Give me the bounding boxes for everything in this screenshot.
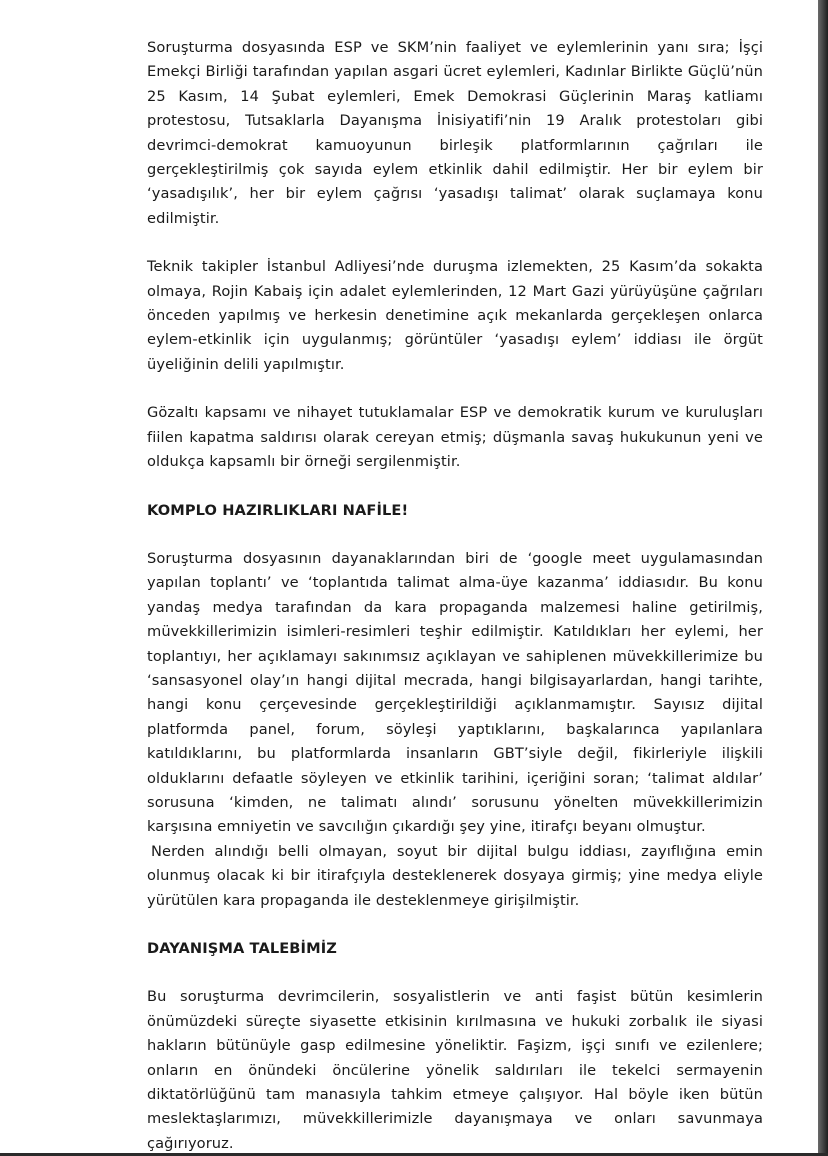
heading-solidarity: DAYANIŞMA TALEBİMİZ xyxy=(147,940,337,957)
paragraph-investigation-scope: Soruşturma dosyasında ESP ve SKM’nin faaliyet ve eylemlerinin yanı sıra; İşçi Emekçi Birliği tarafından yapılan asgari ücret eylemleri, Kadınlar Birlikte Güçlü’nün 25 Kasım, 14 Şubat eylemleri, Emek Demokrasi Güçlerinin Maraş katliamı protestosu, Tutsaklarla Dayanışma İnisiyatifi’nin 19 Aralık protestoları gibi devrimci-demokrat kamuoyunun birleşik platformlarının çağrıları ile gerçekleştirilmiş çok sayıda eylem etkinlik dahil edilmiştir. Her bir eylem bir ‘yasadışılık’, her bir eylem çağrısı ‘yasadışı talimat’ olarak suçlamaya konu edilmiştir. xyxy=(147,39,763,227)
paragraph-digital-evidence: Nerden alındığı belli olmayan, soyut bir dijital bulgu iddiası, zayıflığına emin olunmuş olacak ki bir itirafçıyla desteklenerek dosyaya girmiş; yine medya eliyle yürütülen kara propaganda ile desteklenmeye girişilmiştir. xyxy=(147,842,763,909)
page-edge-shadow xyxy=(818,0,828,1153)
paragraph-technical-surveillance: Teknik takipler İstanbul Adliyesi’nde duruşma izlemekten, 25 Kasım’da sokakta olmaya, Rojin Kabaiş için adalet eylemlerinden, 12 Mart Gazi yürüyüşüne çağrıları önceden yapılmış ve herkesin denetimine açık mekanlarda gerçekleşen onlarca eylem-etkinlik için uygulanmış; görüntüler ‘yasadışı eylem’ iddiası ile örgüt üyeliğinin delili yapılmıştır. xyxy=(147,258,763,373)
document-body xyxy=(147,36,763,1156)
paragraph-solidarity-call: Bu soruşturma devrimcilerin, sosyalistlerin ve anti faşist bütün kesimlerin önümüzdeki süreçte siyasette etkisinin kırılmasına ve hukuki zorbalık ile siyasi hakların bütünüyle gasp edilmesine yöneliktir. Faşizm, işçi sınıfı ve ezilenlere; onların en önündeki öncülerine yönelik saldırıları ile tekelci sermayenin diktatörlüğünü tam manasıyla tahkim etmeye çalışıyor. Hal böyle iken bütün meslektaşlarımızı, müvekkillerimizle dayanışmaya ve onları savunmaya çağırıyoruz. xyxy=(147,988,763,1152)
paragraph-google-meet-claim: Soruşturma dosyasının dayanaklarından biri de ‘google meet uygulamasından yapılan toplantı’ ve ‘toplantıda talimat alma-üye kazanma’ iddiasıdır. Bu konu yandaş medya tarafından da kara propaganda malzemesi haline getirilmiş, müvekkillerimizin isimleri-resimleri teşhir edilmiştir. Katıldıkları her eylemi, her toplantıyı, her açıklamayı sakınımsız açıklayan ve sahiplenen müvekkillerimize bu ‘sansasyonel olay’ın hangi dijital mecrada, hangi bilgisayarlardan, hangi tarihte, hangi konu çerçevesinde gerçekleştirildiği açıklanmamıştır. Sayısız dijital platformda panel, forum, söyleşi yaptıklarını, başkalarınca yapılanlara katıldıklarını, bu platformlarda insanların GBT’siyle değil, fikirleriyle ilişkili olduklarını defaatle söyleyen ve etkinlik tarihini, içeriğini soran; ‘talimat aldılar’ sorusuna ‘kimden, ne talimatı alındı’ sorusunu yönelten müvekkillerimizin karşısına emniyetin ve savcılığın çıkardığı şey yine, itirafçı beyanı olmuştur. xyxy=(147,549,763,836)
paragraph-detention-scope: Gözaltı kapsamı ve nihayet tutuklamalar ESP ve demokratik kurum ve kuruluşları fiilen kapatma saldırısı olarak cereyan etmiş; düşmanla savaş hukukunun yeni ve oldukça kapsamlı bir örneği sergilenmiştir. xyxy=(147,404,763,471)
heading-conspiracy: KOMPLO HAZIRLIKLARI NAFİLE! xyxy=(147,501,409,519)
